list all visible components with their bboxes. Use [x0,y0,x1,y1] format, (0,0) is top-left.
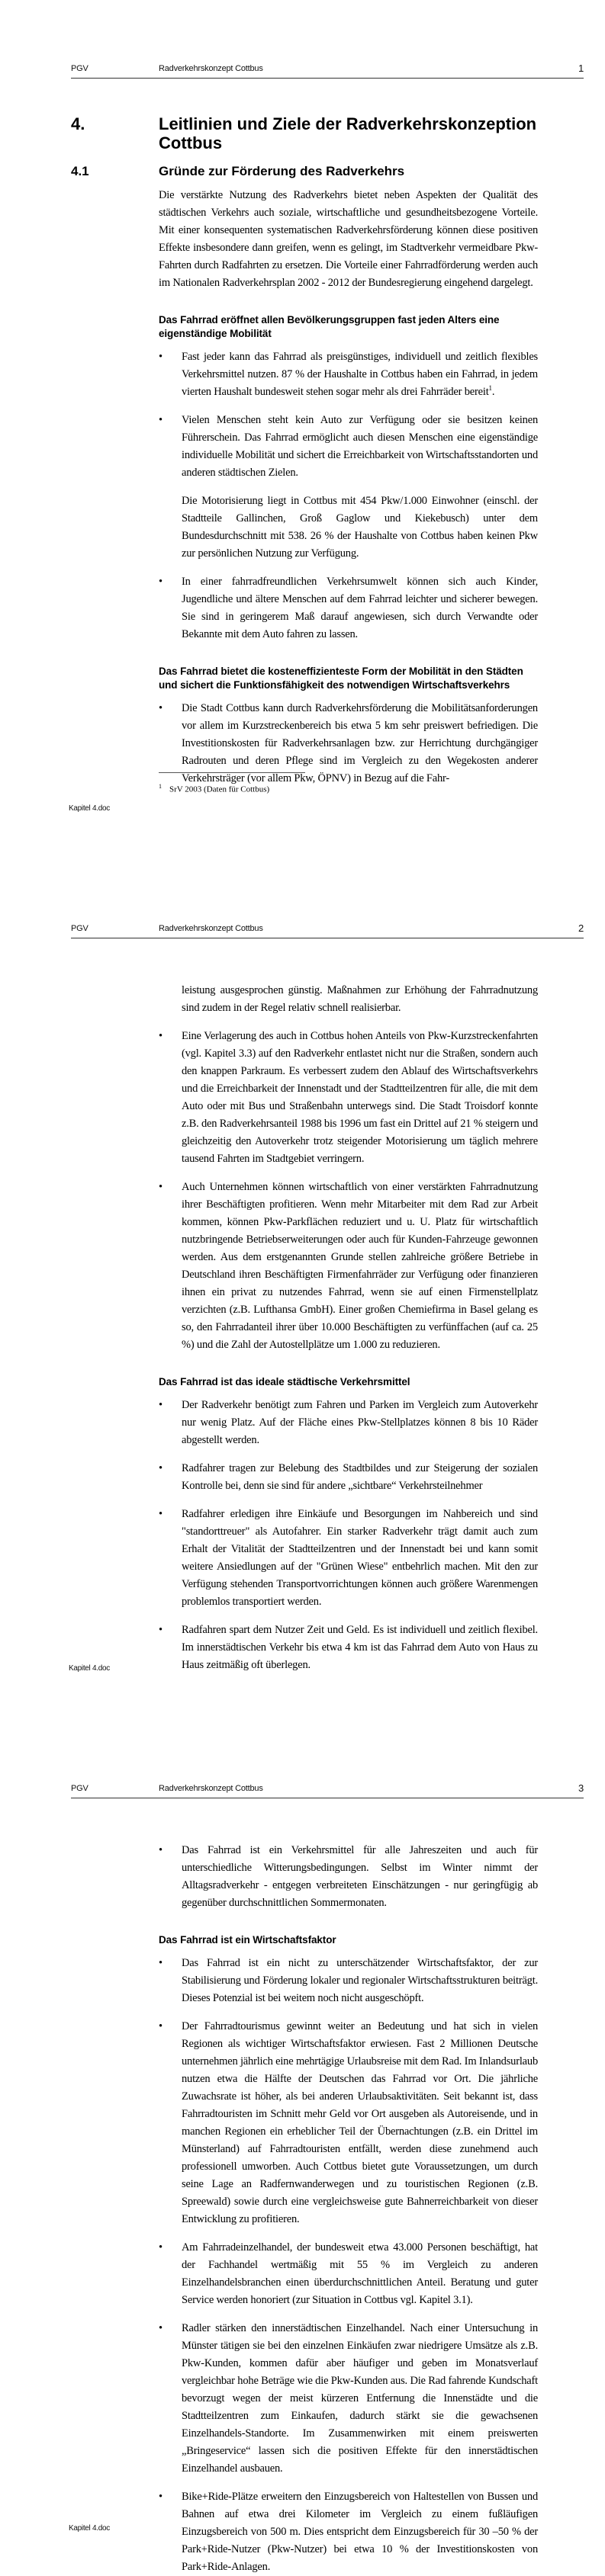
document-page-3 [0,1720,605,2576]
page-header [71,1782,584,1798]
section-heading [71,163,538,179]
bullet-icon: • [159,1462,163,1474]
footnote-separator [159,772,305,773]
chapter-title: Leitlinien und Ziele der Radverkehrskonzeption Cottbus [159,114,537,152]
list-item: • Eine Verlagerung des auch in Cottbus hohen Anteils von Pkw-Kurzstreckenfahrten (vgl. Kapitel 3.3) auf den Radverkehr entlastet nicht nur die Straßen, sondern auch den knappen Parkraum. Es verbessert zudem den Ablauf des Wirtschaftsverkehrs und die Erreichbarkeit der Innenstadt und der Stadtteilzentren für alle, die mit dem Auto oder mit Bus und Straßenbahn unterwegs sind. Die Stadt Troisdorf konnte z.B. den Radverkehrsanteil 1988 bis 1996 um fast ein Drittel auf 21 % steigern und gleichzeitig den Autoverkehr trotz steigender Motorisierung um täglich mehrere tausend Fahrten im Stadtgebiet verringern. [159,1028,538,1168]
header-title: Radverkehrskonzept Cottbus [159,924,263,933]
bullet-icon: • [159,2322,163,2334]
list-item: • Bike+Ride-Plätze erweitern den Einzugsbereich von Haltestellen von Bussen und Bahnen auf etwa drei Kilometer im Vergleich zu einem fußläufigen Einzugsbereich von 500 m. Dies entspricht dem Einzugsbereich für 30 –50 % der Park+Ride-Nutzer (Pkw-Nutzer) bei etwa 10 % der Investitionskosten von Park+Ride-Anlagen. [159,2488,538,2576]
list-item-subparagraph: Die Motorisierung liegt in Cottbus mit 454 Pkw/1.000 Einwohner (einschl. der Stadtteile Gallinchen, Groß Gaglow und Kiekebusch) unter dem Bundesdurchschnitt mit 538. 26 % der Haushalte von Cottbus haben keinen Pkw zur persönlichen Nutzung zur Verfügung. [182,495,538,560]
bullet-icon: • [159,1181,163,1193]
footnote-ref[interactable]: 1 [488,384,492,393]
page-header [71,922,584,938]
list-item: • Radfahren spart dem Nutzer Zeit und Geld. Es ist individuell und zeitlich flexibel. Im innerstädtischen Verkehr bis etwa 4 km ist das Fahrrad dem Auto von Haus zu Haus zeitmäßig oft überlegen. [159,1622,538,1674]
section-number: 4.1 [71,164,89,178]
bullet-icon: • [159,2491,163,2503]
chapter-number: 4. [71,114,85,133]
page-number: 1 [578,63,584,74]
header-title: Radverkehrskonzept Cottbus [159,1784,263,1793]
subheading: Das Fahrrad eröffnet allen Bevölkerungsgruppen fast jeden Alters eine eigenständige Mobilität [159,314,500,339]
document-page-1 [0,0,605,856]
header-org: PGV [71,1784,88,1793]
bullet-icon: • [159,1624,163,1636]
page-number: 3 [578,1782,584,1794]
chapter-heading [71,114,538,152]
continued-paragraph: leistung ausgesprochen günstig. Maßnahmen zur Erhöhung der Fahrradnutzung sind zudem in der Regel relativ schnell realisierbar. [182,984,538,1014]
bullet-list [159,1397,538,1674]
header-org: PGV [71,64,88,73]
bullet-icon: • [159,2241,163,2254]
page-body [71,114,538,798]
list-item: • Am Fahrradeinzelhandel, der bundesweit etwa 43.000 Personen beschäftigt, hat der Fachhandel wertmäßig mit 55 % im Vergleich zu anderen Einzelhandelsbranchen einen überdurchschnittlichen Anteil. Beratung und guter Service werden honoriert (zur Situation in Cottbus vgl. Kapitel 3.1). [159,2239,538,2309]
bullet-icon: • [159,1508,163,1520]
bullet-icon: • [159,351,163,363]
page-body [159,982,538,1685]
list-item: • Radfahrer erledigen ihre Einkäufe und Besorgungen im Nahbereich und sind "standorttreuer" als Autofahrer. Ein starker Radverkehr trägt damit auch zum Erhalt der Vitalität der Stadtteilzentren und der Innenstadt bei und kann somit weitere Ansiedlungen auf der "Grünen Wiese" entbehrlich machen. Mit den zur Verfügung stehenden Transportvorrichtungen können auch größere Warenmengen problemlos transportiert werden. [159,1506,538,1611]
section-title: Gründe zur Förderung des Radverkehrs [159,164,405,178]
bullet-list [159,1028,538,1354]
header-org: PGV [71,924,88,933]
subheading: Das Fahrrad ist das ideale städtische Verkehrsmittel [159,1376,410,1387]
document-page-2 [0,860,605,1716]
list-item: • Der Fahrradtourismus gewinnt weiter an Bedeutung und hat sich in vielen Regionen als wichtiger Wirtschaftsfaktor erwiesen. Fast 2 Millionen Deutsche unternehmen jährlich eine mehrtägige Urlaubsreise mit dem Rad. Im Inlandsurlaub nutzen etwa die Hälfte der Deutschen das Fahrrad vor Ort. Die jährliche Zuwachsrate ist höher, als bei anderen Urlaubsaktivitäten. Seit bekannt ist, dass Fahrradtouristen im Schnitt mehr Geld vor Ort ausgeben als Autoreisende, und in manchen Regionen ein erheblicher Teil der Übernachtungen (z.B. ein Drittel im Münsterland) auf Fahrradtouristen entfällt, werden diese zunehmend auch professionell umworben. Auch Cottbus bietet gute Voraussetzungen, um durch seine Lage an Radfernwanderwegen und zu touristischen Regionen (z.B. Spreewald) sowie durch eine vergleichsweise gute Bahnerreichbarkeit von dieser Entwicklung zu profitieren. [159,2018,538,2228]
intro-paragraph: Die verstärkte Nutzung des Radverkehrs bietet neben Aspekten der Qualität des städtischen Verkehrs auch soziale, wirtschaftliche und gesundheitsbezogene Vorteile. Mit einer konsequenten systematischen Radverkehrsförderung können diese positiven Effekte insbesondere dann greifen, wenn es gelingt, im Stadtverkehr vermeidbare Pkw-Fahrten durch Radfahrten zu ersetzen. Die Vorteile einer Fahrradförderung werden auch im Nationalen Radverkehrsplan 2002 - 2012 der Bundesregierung eingehend dargelegt. [159,189,538,289]
footnote [159,783,269,794]
page-header [71,63,584,79]
subheading: Das Fahrrad ist ein Wirtschaftsfaktor [159,1934,336,1946]
page-footer: Kapitel 4.doc [69,2524,110,2533]
bullet-icon: • [159,576,163,588]
page-body [159,1842,538,2576]
list-item: • Das Fahrrad ist ein nicht zu unterschätzender Wirtschaftsfaktor, der zur Stabilisierung und Förderung lokaler und regionaler Wirtschaftsstrukturen beiträgt. Dieses Potenzial ist bei weitem noch nicht ausgeschöpft. [159,1955,538,2007]
subheading: Das Fahrrad bietet die kosteneffizienteste Form der Mobilität in den Städten und sichert die Funktionsfähigkeit des notwendigen Wirtschaftsverkehrs [159,666,523,691]
list-item: • Radfahrer tragen zur Belebung des Stadtbildes und zur Steigerung der sozialen Kontrolle bei, denn sie sind für andere „sichtbare“ Verkehrsteilnehmer [159,1460,538,1495]
header-title: Radverkehrskonzept Cottbus [159,64,263,73]
bullet-icon: • [159,1399,163,1411]
list-item: • In einer fahrradfreundlichen Verkehrsumwelt können sich auch Kinder, Jugendliche und ältere Menschen auf dem Fahrrad leichter und sicherer bewegen. Sie sind in geringerem Maß darauf angewiesen, sich durch Verwandte oder Bekannte mit dem Auto fahren zu lassen. [159,573,538,643]
list-item: • Die Stadt Cottbus kann durch Radverkehrsförderung die Mobilitätsanforderungen vor allem im Kurzstreckenbereich bis etwa 5 km sehr preiswert befriedigen. Die Investitionskosten für Radverkehrsanlagen bzw. zur Herrichtung durchgängiger Radrouten und deren Pflege sind im Vergleich zu den Wegekosten anderer Verkehrsträger (vor allem Pkw, ÖPNV) in Bezug auf die Fahr- [159,700,538,788]
bullet-list [159,1842,538,1912]
bullet-list [159,348,538,643]
bullet-icon: • [159,414,163,426]
list-item: • Auch Unternehmen können wirtschaftlich von einer verstärkten Fahrradnutzung ihrer Beschäftigten profitieren. Wenn mehr Mitarbeiter mit dem Rad zur Arbeit kommen, können Pkw-Parkflächen reduziert und u. U. Platz für wirtschaftlich nutzbringende Betriebserweiterungen oder auch für Kunden-Fahrzeuge gewonnen werden. Aus dem erstgenannten Grunde stellen zahlreiche größere Betriebe in Deutschland ihren Beschäftigten Firmenfahrräder zur Verfügung oder finanzieren ihnen ein privat zu nutzendes Fahrrad, wenn sie auf einen Firmenstellplatz verzichten (z.B. Lufthansa GmbH). Einer großen Chemiefirma in Basel gelang es so, den Fahrradanteil ihrer über 10.000 Beschäftigten zu verfünffachen (auf ca. 25 %) und die Zahl der Autostellplätze um 1.000 zu reduzieren. [159,1179,538,1354]
list-item: • Radler stärken den innerstädtischen Einzelhandel. Nach einer Untersuchung in Münster tätigen sie bei den einzelnen Einkäufen zwar niedrigere Umsätze als z.B. Pkw-Kunden, kommen dafür aber häufiger und geben im Monatsverlauf vergleichbar hohe Beträge wie die Pkw-Kunden aus. Die Rad fahrende Kundschaft bevorzugt wegen der meist kürzeren Entfernung die Innenstädte und die Stadtteilzentren zum Einkaufen, dadurch stärkt sie die gewachsenen Einzelhandels-Standorte. Im Zusammenwirken mit einem preiswerten „Bringeservice“ lassen sich die positiven Effekte für den innerstädtischen Einzelhandel ausbauen. [159,2320,538,2478]
list-item: • Der Radverkehr benötigt zum Fahren und Parken im Vergleich zum Autoverkehr nur wenig Platz. Auf der Fläche eines Pkw-Stellplatzes können 8 bis 10 Räder abgestellt werden. [159,1397,538,1449]
bullet-icon: • [159,1030,163,1042]
footnote-text: SrV 2003 (Daten für Cottbus) [169,784,270,794]
bullet-icon: • [159,1844,163,1856]
bullet-icon: • [159,1957,163,1969]
page-number: 2 [578,922,584,934]
bullet-icon: • [159,702,163,714]
bullet-list [159,1955,538,2576]
list-item: • Vielen Menschen steht kein Auto zur Verfügung oder sie besitzen keinen Führerschein. Das Fahrrad ermöglicht auch diesen Menschen eine eigenständige individuelle Mobilität und sichert die Erreichbarkeit von Wirtschaftsstandorten und anderen städtischen Zielen. Die Motorisierung liegt in Cottbus mit 454 Pkw/1.000 Einwohner (einschl. der Stadtteile Gallinchen, Groß Gaglow und Kiekebusch) unter dem Bundesdurchschnitt mit 538. 26 % der Haushalte von Cottbus haben keinen Pkw zur persönlichen Nutzung zur Verfügung. [159,412,538,563]
bullet-list [159,700,538,788]
bullet-icon: • [159,2020,163,2032]
page-footer: Kapitel 4.doc [69,1664,110,1673]
list-item: • Fast jeder kann das Fahrrad als preisgünstiges, individuell und zeitlich flexibles Verkehrsmittel nutzen. 87 % der Haushalte in Cottbus haben ein Fahrrad, in jedem vierten Haushalt bundesweit stehen sogar mehr als drei Fahrräder bereit$^1$. [159,348,538,401]
list-item: • Das Fahrrad ist ein Verkehrsmittel für alle Jahreszeiten und auch für unterschiedliche Witterungsbedingungen. Selbst im Winter nimmt der Alltagsradverkehr - entgegen verbreiteten Einschätzungen - nur geringfügig ab gegenüber durchschnittlichen Sommermonaten. [159,1842,538,1912]
footnote-number: 1 [159,783,162,790]
page-footer: Kapitel 4.doc [69,804,110,813]
